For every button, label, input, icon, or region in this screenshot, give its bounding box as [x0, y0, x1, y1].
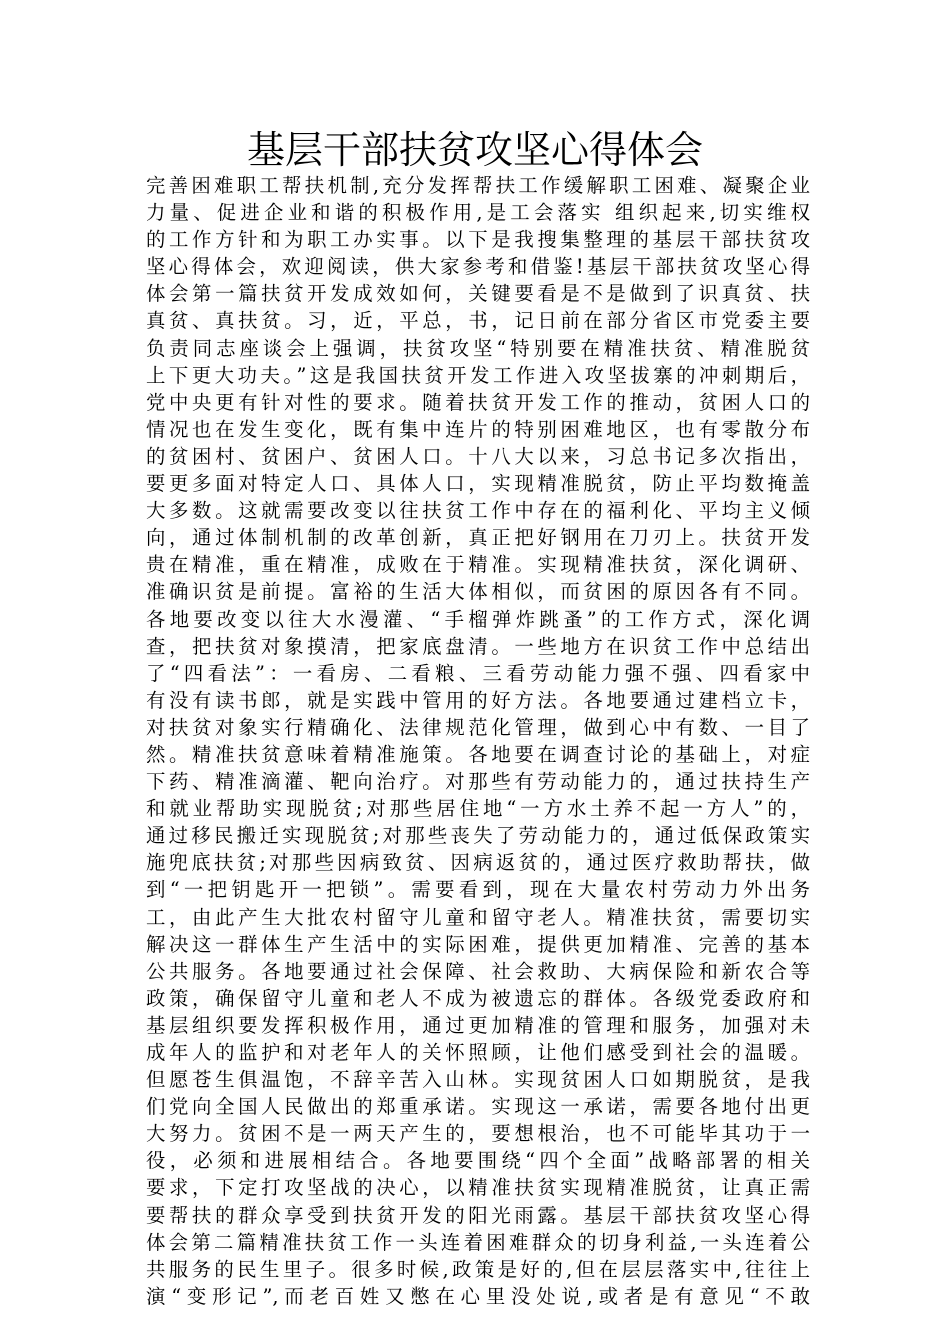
body-line: 解决这一群体生产生活中的实际困难，提供更加精准、完善的基本	[146, 932, 810, 956]
body-line: 查，把扶贫对象摸清，把家底盘清。一些地方在识贫工作中总结出	[146, 634, 810, 658]
body-line: 但愿苍生俱温饱，不辞辛苦入山林。实现贫困人口如期脱贫，是我	[146, 1068, 810, 1092]
body-line: 役，必须和进展相结合。各地要围绕“四个全面”战略部署的相关	[146, 1149, 810, 1173]
body-line: 的贫困村、贫困户、贫困人口。十八大以来，习总书记多次指出，	[146, 444, 810, 468]
body-line: 向，通过体制机制的改革创新，真正把好钢用在刀刃上。扶贫开发	[146, 526, 810, 550]
body-line: 通过移民搬迁实现脱贫;对那些丧失了劳动能力的，通过低保政策实	[146, 824, 810, 848]
body-line: 们党向全国人民做出的郑重承诺。实现这一承诺，需要各地付出更	[146, 1095, 810, 1119]
body-line: 体会第二篇精准扶贫工作一头连着困难群众的切身利益,一头连着公	[146, 1230, 810, 1254]
body-line: 要求，下定打攻坚战的决心，以精准扶贫实现精准脱贫，让真正需	[146, 1176, 810, 1200]
body-line: 真贫、真扶贫。习，近，平总，书，记日前在部分省区市党委主要	[146, 309, 810, 333]
body-line: 公共服务。各地要通过社会保障、社会救助、大病保险和新农合等	[146, 959, 810, 983]
body-line: 贵在精准，重在精准，成败在于精准。实现精准扶贫，深化调研、	[146, 553, 810, 577]
body-line: 有没有读书郎，就是实践中管用的好方法。各地要通过建档立卡，	[146, 688, 810, 712]
body-line: 要更多面对特定人口、具体人口，实现精准脱贫，防止平均数掩盖	[146, 472, 810, 496]
document-title: 基层干部扶贫攻坚心得体会	[246, 128, 703, 172]
body-line: 工，由此产生大批农村留守儿童和留守老人。精准扶贫，需要切实	[146, 905, 810, 929]
body-line: 基层组织要发挥积极作用，通过更加精准的管理和服务，加强对未	[146, 1013, 810, 1037]
body-line: 然。精准扶贫意味着精准施策。各地要在调查讨论的基础上，对症	[146, 742, 810, 766]
body-line: 大多数。这就需要改变以往扶贫工作中存在的福利化、平均主义倾	[146, 499, 810, 523]
body-line: 坚心得体会，欢迎阅读，供大家参考和借鉴!基层干部扶贫攻坚心得	[146, 255, 810, 279]
body-line: 和就业帮助实现脱贫;对那些居住地“一方水土养不起一方人”的，	[146, 797, 810, 821]
body-line: 施兜底扶贫;对那些因病致贫、因病返贫的，通过医疗救助帮扶，做	[146, 851, 810, 875]
body-line: 演“变形记”,而老百姓又憋在心里没处说,或者是有意见“不敢	[146, 1284, 810, 1308]
body-line: 各地要改变以往大水漫灌、“手榴弹炸跳蚤”的工作方式，深化调	[146, 607, 810, 631]
body-line: 成年人的监护和对老年人的关怀照顾，让他们感受到社会的温暖。	[146, 1041, 810, 1064]
body-line: 大努力。贫困不是一两天产生的，要想根治，也不可能毕其功于一	[146, 1122, 810, 1146]
body-line: 对扶贫对象实行精确化、法律规范化管理，做到心中有数、一目了	[146, 715, 810, 739]
body-line: 情况也在发生变化，既有集中连片的特别困难地区，也有零散分布	[146, 417, 810, 441]
body-line: 要帮扶的群众享受到扶贫开发的阳光雨露。基层干部扶贫攻坚心得	[146, 1203, 810, 1227]
document-body	[146, 172, 810, 1310]
body-line: 了“四看法”：一看房、二看粮、三看劳动能力强不强、四看家中	[146, 661, 810, 685]
body-line: 完善困难职工帮扶机制,充分发挥帮扶工作缓解职工困难、凝聚企业	[146, 174, 810, 197]
body-line: 体会第一篇扶贫开发成效如何，关键要看是不是做到了识真贫、扶	[146, 282, 810, 306]
body-line: 共服务的民生里子。很多时候,政策是好的,但在层层落实中,往往上	[146, 1257, 810, 1281]
body-line: 的工作方针和为职工办实事。以下是我搜集整理的基层干部扶贫攻	[146, 228, 810, 252]
body-line: 力量、促进企业和谐的积极作用,是工会落实 组织起来,切实维权	[146, 201, 810, 225]
body-line: 准确识贫是前提。富裕的生活大体相似，而贫困的原因各有不同。	[146, 580, 810, 604]
body-line: 负责同志座谈会上强调，扶贫攻坚“特别要在精准扶贫、精准脱贫	[146, 336, 810, 360]
body-line: 政策，确保留守儿童和老人不成为被遗忘的群体。各级党委政府和	[146, 986, 810, 1010]
body-line: 党中央更有针对性的要求。随着扶贫开发工作的推动，贫困人口的	[146, 390, 810, 414]
body-line: 上下更大功夫。”这是我国扶贫开发工作进入攻坚拔寨的冲刺期后，	[146, 363, 810, 387]
body-line: 下药、精准滴灌、靶向治疗。对那些有劳动能力的，通过扶持生产	[146, 770, 810, 794]
body-line: 到“一把钥匙开一把锁”。需要看到，现在大量农村劳动力外出务	[146, 878, 810, 902]
